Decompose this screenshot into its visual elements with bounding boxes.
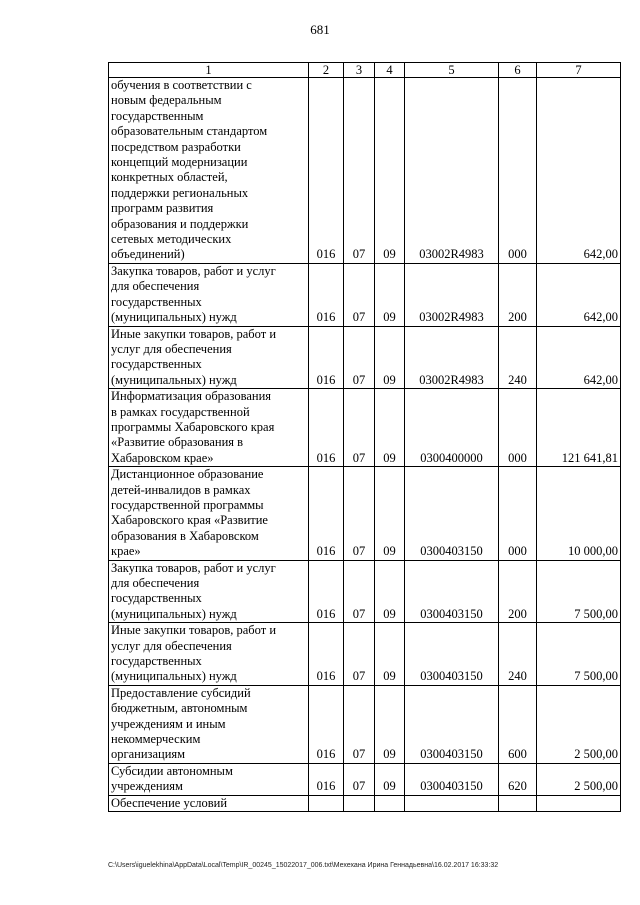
item-name-line: посредством разработки xyxy=(111,139,241,154)
section-code: 07 xyxy=(344,263,375,326)
item-name-line: бюджетным, автономным xyxy=(111,701,248,716)
item-name-line: для обеспечения xyxy=(111,279,200,294)
ministry-code: 016 xyxy=(309,560,344,623)
target-article-code: 0300403150 xyxy=(405,560,499,623)
item-name-line: Предоставление субсидий xyxy=(111,685,251,700)
expense-type-code: 000 xyxy=(499,78,537,264)
table-row xyxy=(109,78,621,264)
item-name xyxy=(109,560,309,623)
budget-table xyxy=(108,62,621,812)
ministry-code: 016 xyxy=(309,263,344,326)
header-cell-3: 3 xyxy=(344,63,375,78)
target-article-code: 03002R4983 xyxy=(405,78,499,264)
item-name xyxy=(109,263,309,326)
table-row xyxy=(109,623,621,686)
item-name-line: детей-инвалидов в рамках xyxy=(111,482,251,497)
item-name xyxy=(109,326,309,389)
expense-type-code: 620 xyxy=(499,763,537,795)
item-name-line: образования и поддержки xyxy=(111,216,249,231)
item-name-line: услуг для обеспечения xyxy=(111,638,232,653)
table-body xyxy=(109,63,621,812)
item-name-line: в рамках государственной xyxy=(111,404,250,419)
target-article-code: 0300400000 xyxy=(405,389,499,467)
subsection-code xyxy=(375,795,405,811)
amount xyxy=(537,795,621,811)
section-code: 07 xyxy=(344,467,375,560)
item-name xyxy=(109,78,309,264)
item-name-line: (муниципальных) нужд xyxy=(111,310,237,325)
item-name-line: Хабаровского края «Развитие xyxy=(111,513,268,528)
item-name-line: конкретных областей, xyxy=(111,170,228,185)
subsection-code: 09 xyxy=(375,763,405,795)
section-code: 07 xyxy=(344,78,375,264)
section-code: 07 xyxy=(344,623,375,686)
item-name-line: Иные закупки товаров, работ и xyxy=(111,623,277,638)
item-name xyxy=(109,795,309,811)
amount: 642,00 xyxy=(537,263,621,326)
item-name-line: поддержки региональных xyxy=(111,185,249,200)
expense-type-code: 000 xyxy=(499,389,537,467)
section-code: 07 xyxy=(344,326,375,389)
item-name-line: крае» xyxy=(111,544,141,559)
item-name-line: (муниципальных) нужд xyxy=(111,606,237,621)
ministry-code: 016 xyxy=(309,685,344,763)
target-article-code: 0300403150 xyxy=(405,467,499,560)
ministry-code: 016 xyxy=(309,467,344,560)
ministry-code: 016 xyxy=(309,623,344,686)
header-cell-4: 4 xyxy=(375,63,405,78)
header-cell-5: 5 xyxy=(405,63,499,78)
expense-type-code: 200 xyxy=(499,263,537,326)
item-name xyxy=(109,467,309,560)
subsection-code: 09 xyxy=(375,685,405,763)
target-article-code: 03002R4983 xyxy=(405,263,499,326)
item-name xyxy=(109,763,309,795)
ministry-code: 016 xyxy=(309,78,344,264)
item-name-line: обучения в соответствии с xyxy=(111,78,252,92)
expense-type-code: 000 xyxy=(499,467,537,560)
item-name-line: программы Хабаровского края xyxy=(111,419,275,434)
header-cell-6: 6 xyxy=(499,63,537,78)
item-name-line: (муниципальных) нужд xyxy=(111,372,237,387)
item-name-line: государственной программы xyxy=(111,497,264,512)
item-name-line: государственных xyxy=(111,591,202,606)
target-article-code: 0300403150 xyxy=(405,623,499,686)
item-name-line: Субсидии автономным xyxy=(111,763,233,778)
amount: 2 500,00 xyxy=(537,763,621,795)
ministry-code: 016 xyxy=(309,763,344,795)
target-article-code: 0300403150 xyxy=(405,685,499,763)
item-name-line: государственных xyxy=(111,294,202,309)
item-name-line: для обеспечения xyxy=(111,576,200,590)
amount: 10 000,00 xyxy=(537,467,621,560)
table-row xyxy=(109,263,621,326)
table-row xyxy=(109,560,621,623)
amount: 121 641,81 xyxy=(537,389,621,467)
ministry-code xyxy=(309,795,344,811)
item-name-line: Закупка товаров, работ и услуг xyxy=(111,263,276,278)
item-name-line: образовательным стандартом xyxy=(111,124,268,139)
item-name-line: образования в Хабаровском xyxy=(111,528,259,543)
subsection-code: 09 xyxy=(375,560,405,623)
expense-type-code xyxy=(499,795,537,811)
item-name-line: Иные закупки товаров, работ и xyxy=(111,326,277,341)
subsection-code: 09 xyxy=(375,78,405,264)
expense-type-code: 600 xyxy=(499,685,537,763)
header-cell-2: 2 xyxy=(309,63,344,78)
section-code: 07 xyxy=(344,389,375,467)
item-name-line: учреждениям xyxy=(111,779,183,794)
item-name xyxy=(109,623,309,686)
item-name-line: объединений) xyxy=(111,247,185,262)
amount: 7 500,00 xyxy=(537,623,621,686)
item-name xyxy=(109,389,309,467)
ministry-code: 016 xyxy=(309,389,344,467)
item-name-line: Обеспечение условий xyxy=(111,795,228,810)
section-code: 07 xyxy=(344,763,375,795)
item-name-line: услуг для обеспечения xyxy=(111,341,232,356)
expense-type-code: 240 xyxy=(499,326,537,389)
table-row xyxy=(109,389,621,467)
item-name xyxy=(109,685,309,763)
item-name-line: новым федеральным xyxy=(111,93,222,108)
item-name-line: некоммерческим xyxy=(111,732,201,747)
item-name-line: Дистанционное образование xyxy=(111,467,264,482)
table-row xyxy=(109,795,621,811)
header-cell-7: 7 xyxy=(537,63,621,78)
subsection-code: 09 xyxy=(375,389,405,467)
section-code xyxy=(344,795,375,811)
header-row xyxy=(109,63,621,78)
ministry-code: 016 xyxy=(309,326,344,389)
subsection-code: 09 xyxy=(375,467,405,560)
expense-type-code: 240 xyxy=(499,623,537,686)
expense-type-code: 200 xyxy=(499,560,537,623)
section-code: 07 xyxy=(344,685,375,763)
amount: 7 500,00 xyxy=(537,560,621,623)
item-name-line: Хабаровском крае» xyxy=(111,450,214,465)
header-cell-1: 1 xyxy=(109,63,309,78)
subsection-code: 09 xyxy=(375,263,405,326)
section-code: 07 xyxy=(344,560,375,623)
amount: 642,00 xyxy=(537,78,621,264)
amount: 2 500,00 xyxy=(537,685,621,763)
target-article-code: 0300403150 xyxy=(405,763,499,795)
item-name-line: государственных xyxy=(111,654,202,669)
item-name-line: концепций модернизации xyxy=(111,155,248,170)
item-name-line: программ развития xyxy=(111,201,214,216)
item-name-line: государственных xyxy=(111,357,202,372)
item-name-line: организациям xyxy=(111,747,186,762)
table-row xyxy=(109,467,621,560)
subsection-code: 09 xyxy=(375,326,405,389)
target-article-code: 03002R4983 xyxy=(405,326,499,389)
table-row xyxy=(109,685,621,763)
item-name-line: Информатизация образования xyxy=(111,389,272,404)
subsection-code: 09 xyxy=(375,623,405,686)
item-name-line: (муниципальных) нужд xyxy=(111,669,237,684)
item-name-line: государственным xyxy=(111,108,204,123)
amount: 642,00 xyxy=(537,326,621,389)
item-name-line: «Развитие образования в xyxy=(111,435,244,450)
item-name-line: сетевых методических xyxy=(111,232,232,247)
item-name-line: учреждениям и иным xyxy=(111,716,226,731)
page-number: 681 xyxy=(310,22,330,37)
table-row xyxy=(109,763,621,795)
table-row xyxy=(109,326,621,389)
item-name-line: Закупка товаров, работ и услуг xyxy=(111,560,276,575)
target-article-code xyxy=(405,795,499,811)
file-path-footer: C:\Users\iguelekhina\AppData\Local\Temp\IR_00245_15022017_006.txt\Мехехана Ирина Геннадьевна\16.02.2017 16:33:32 xyxy=(108,862,499,869)
